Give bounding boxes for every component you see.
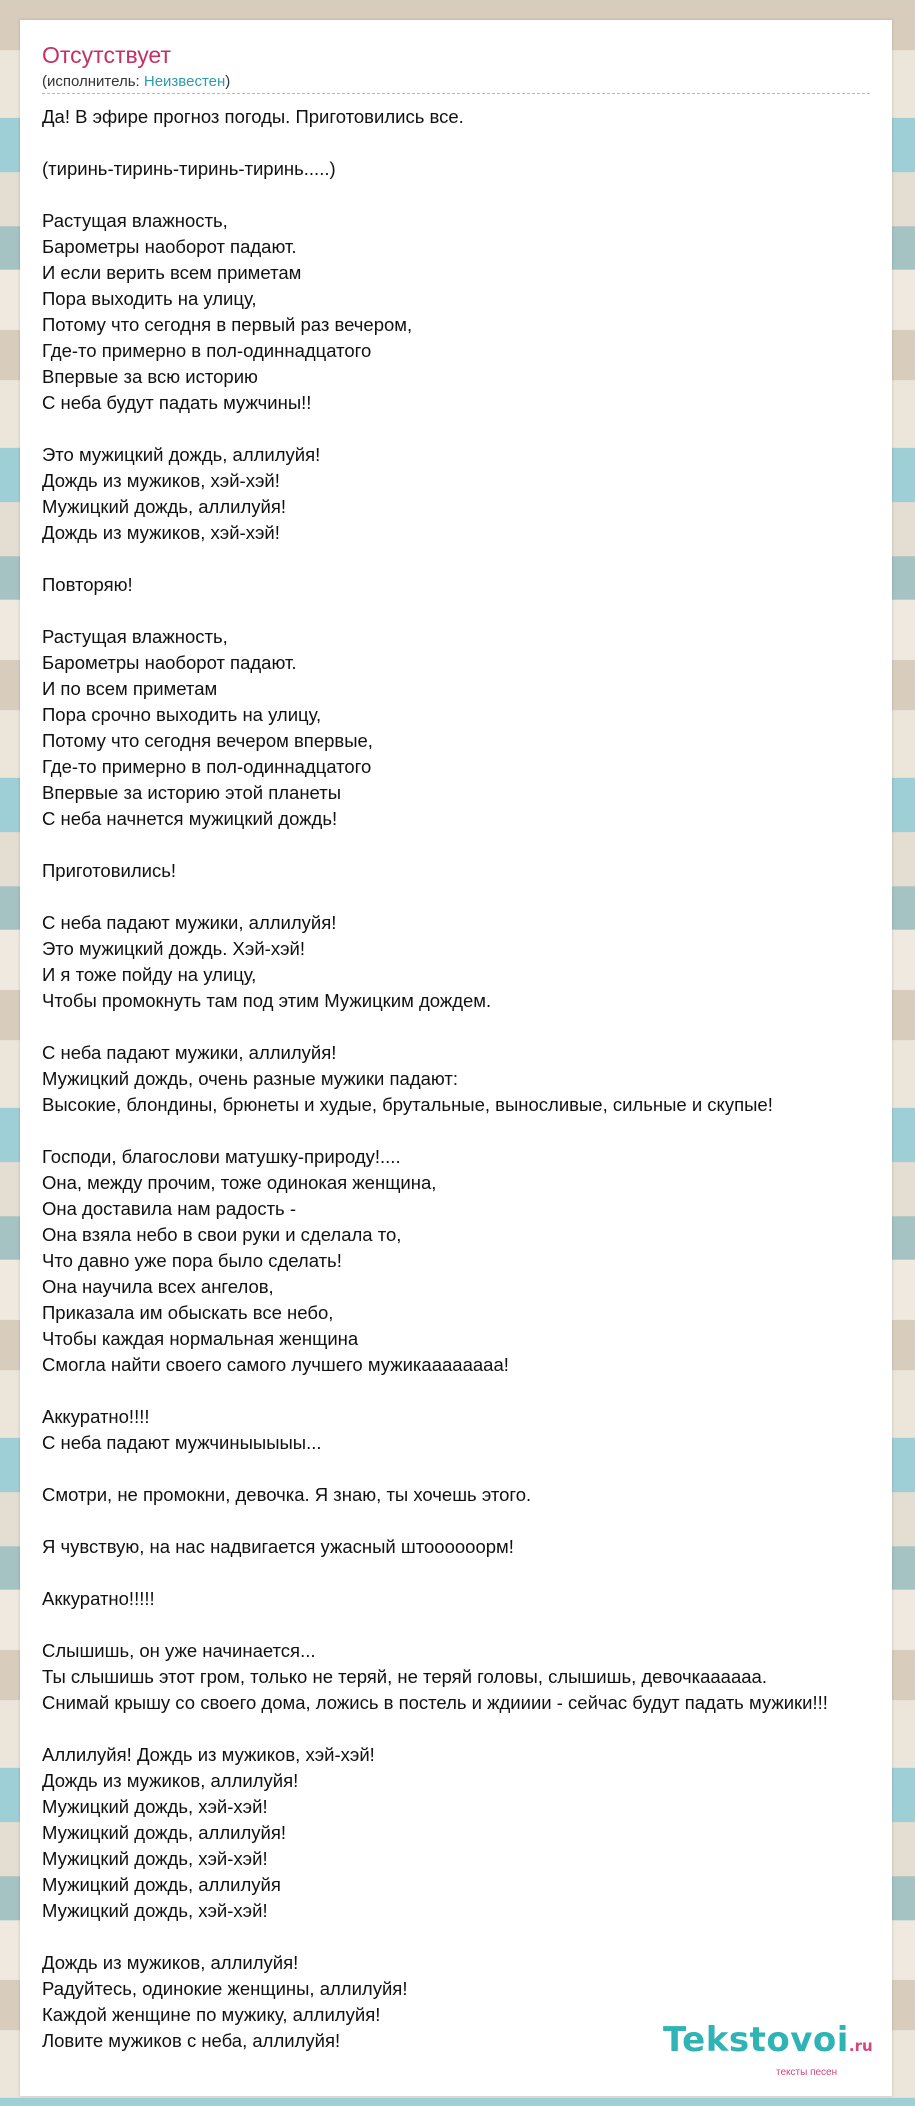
lyric-line [42, 130, 915, 156]
lyric-line: Дождь из мужиков, хэй-хэй! [42, 522, 280, 543]
lyric-line [42, 1508, 915, 1534]
lyric-line: Она взяла небо в свои руки и сделала то, [42, 1224, 402, 1245]
lyric-line: Растущая влажность, [42, 626, 228, 647]
lyric-line: Впервые за всю историю [42, 366, 258, 387]
tekstovoi-logo[interactable] [663, 2020, 873, 2060]
lyrics-text [42, 104, 915, 2054]
lyric-line: (тиринь-тиринь-тиринь-тиринь.....) [42, 158, 336, 179]
lyric-line: Аккуратно!!!! [42, 1406, 150, 1427]
lyric-line [42, 1716, 915, 1742]
lyric-line: Чтобы каждая нормальная женщина [42, 1328, 359, 1349]
lyric-line: Пора срочно выходить на улицу, [42, 704, 322, 725]
lyric-line [42, 1560, 915, 1586]
lyric-line: Она доставила нам радость - [42, 1198, 296, 1219]
lyric-line: Мужицкий дождь, хэй-хэй! [42, 1796, 268, 1817]
lyric-line [42, 182, 915, 208]
lyric-line: Повторяю! [42, 574, 133, 595]
lyric-line: И я тоже пойду на улицу, [42, 964, 257, 985]
lyric-line [42, 1456, 915, 1482]
lyric-line: Это мужицкий дождь, аллилуйя! [42, 444, 321, 465]
lyric-line: Барометры наоборот падают. [42, 236, 297, 257]
lyric-line: Где-то примерно в пол-одиннадцатого [42, 340, 372, 361]
lyric-line: Господи, благослови матушку-природу!.... [42, 1146, 401, 1167]
lyric-line [42, 546, 915, 572]
lyric-line: Мужицкий дождь, аллилуйя! [42, 1822, 286, 1843]
lyric-line: Да! В эфире прогноз погоды. Приготовились все. [42, 106, 464, 127]
lyric-line [42, 1612, 915, 1638]
lyric-line: Она научила всех ангелов, [42, 1276, 274, 1297]
lyric-line [42, 1118, 915, 1144]
lyric-line: Приказала им обыскать все небо, [42, 1302, 334, 1323]
logo-tld: .ru [848, 2037, 873, 2055]
lyric-line: Она, между прочим, тоже одинокая женщина, [42, 1172, 437, 1193]
lyric-line [42, 598, 915, 624]
lyric-line: Мужицкий дождь, аллилуйя [42, 1874, 281, 1895]
lyric-line: Я чувствую, на нас надвигается ужасный штоооооорм! [42, 1536, 514, 1557]
lyric-line: И если верить всем приметам [42, 262, 302, 283]
lyric-line: С неба падают мужчиныыыыы... [42, 1432, 322, 1453]
lyric-line: Что давно уже пора было сделать! [42, 1250, 342, 1271]
lyric-line: Мужицкий дождь, очень разные мужики падают: [42, 1068, 458, 1089]
performer-suffix: ) [225, 73, 231, 90]
lyric-line [42, 1014, 915, 1040]
lyric-line: Где-то примерно в пол-одиннадцатого [42, 756, 372, 777]
lyric-line: Дождь из мужиков, аллилуйя! [42, 1952, 299, 1973]
song-title: Отсутствует [42, 42, 171, 68]
lyric-line: Смогла найти своего самого лучшего мужикаааааааа! [42, 1354, 509, 1375]
lyric-line [42, 1378, 915, 1404]
lyric-line: Каждой женщине по мужику, аллилуйя! [42, 2004, 381, 2025]
lyric-line: Мужицкий дождь, хэй-хэй! [42, 1900, 268, 1921]
lyric-line: Растущая влажность, [42, 210, 228, 231]
lyric-line: Барометры наоборот падают. [42, 652, 297, 673]
lyric-line: С неба падают мужики, аллилуйя! [42, 1042, 337, 1063]
lyric-line: Потому что сегодня вечером впервые, [42, 730, 373, 751]
lyric-line: Мужицкий дождь, хэй-хэй! [42, 1848, 268, 1869]
lyric-line: С неба будут падать мужчины!! [42, 392, 312, 413]
lyric-line: Впервые за историю этой планеты [42, 782, 341, 803]
lyric-line: Ловите мужиков с неба, аллилуйя! [42, 2030, 341, 2051]
lyric-line: С неба начнется мужицкий дождь! [42, 808, 338, 829]
lyric-line: Чтобы промокнуть там под этим Мужицким дождем. [42, 990, 492, 1011]
performer-line [42, 73, 230, 90]
lyric-line: Пора выходить на улицу, [42, 288, 257, 309]
lyric-line: С неба падают мужики, аллилуйя! [42, 912, 337, 933]
lyric-line: Аккуратно!!!!! [42, 1588, 155, 1609]
logo-tagline: тексты песен [776, 2067, 838, 2078]
lyric-line: Мужицкий дождь, аллилуйя! [42, 496, 286, 517]
performer-link[interactable]: Неизвестен [143, 73, 226, 90]
header-divider [42, 93, 870, 94]
lyric-line: Дождь из мужиков, аллилуйя! [42, 1770, 299, 1791]
lyrics-card [20, 20, 892, 2096]
lyric-line: Это мужицкий дождь. Хэй-хэй! [42, 938, 305, 959]
lyric-line: Аллилуйя! Дождь из мужиков, хэй-хэй! [42, 1744, 375, 1765]
lyric-line: Снимай крышу со своего дома, ложись в постель и ждииии - сейчас будут падать мужики!!! [42, 1692, 828, 1713]
performer-prefix: (исполнитель: [42, 73, 144, 90]
lyric-line: Дождь из мужиков, хэй-хэй! [42, 470, 280, 491]
lyric-line: Ты слышишь этот гром, только не теряй, не теряй головы, слышишь, девочкаааааа. [42, 1666, 767, 1687]
lyric-line [42, 884, 915, 910]
lyric-line: Потому что сегодня в первый раз вечером, [42, 314, 413, 335]
lyric-line: Слышишь, он уже начинается... [42, 1640, 316, 1661]
lyric-line: Высокие, блондины, брюнеты и худые, брутальные, выносливые, сильные и скупые! [42, 1094, 773, 1115]
logo-wordmark: Tekstovoi [663, 2020, 849, 2060]
lyric-line: Приготовились! [42, 860, 177, 881]
lyric-line [42, 1924, 915, 1950]
lyric-line: И по всем приметам [42, 678, 218, 699]
lyric-line [42, 416, 915, 442]
lyric-line: Смотри, не промокни, девочка. Я знаю, ты хочешь этого. [42, 1484, 532, 1505]
lyric-line [42, 832, 915, 858]
lyric-line: Радуйтесь, одинокие женщины, аллилуйя! [42, 1978, 408, 1999]
